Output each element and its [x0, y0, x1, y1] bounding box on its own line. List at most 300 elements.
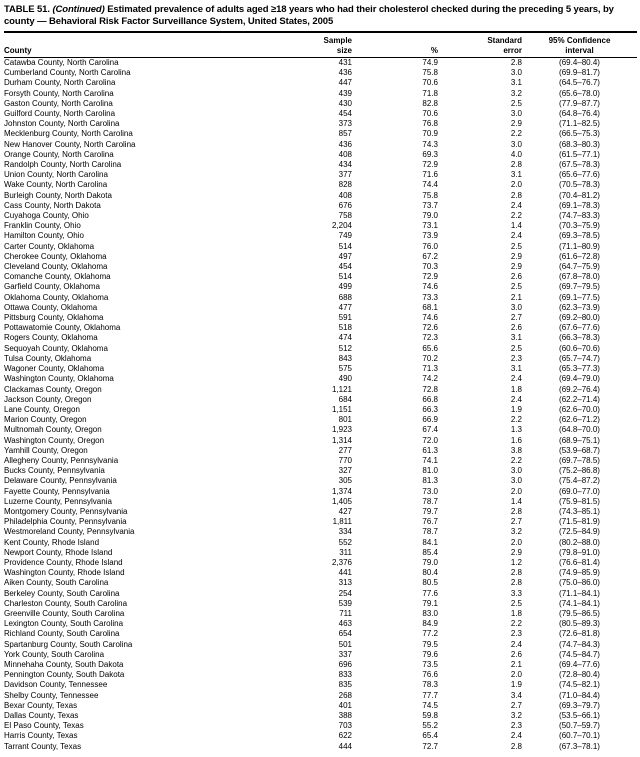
cell-sample: 2,376: [331, 557, 352, 567]
cell-sample: 430: [338, 98, 352, 108]
cell-se: 2.9: [510, 547, 522, 557]
cell-sample: 444: [338, 741, 352, 751]
cell-se: 3.8: [510, 445, 522, 455]
cell-ci: (69.1–78.3): [559, 200, 600, 210]
cell-se: 2.3: [510, 721, 522, 731]
cell-county: Westmoreland County, Pennsylvania: [4, 527, 135, 537]
table-row: [4, 619, 637, 629]
cell-county: Clackamas County, Oregon: [4, 384, 102, 394]
table-row: [4, 578, 637, 588]
cell-ci: (61.5–77.1): [559, 149, 600, 159]
table-row: [4, 160, 637, 170]
cell-county: Cleveland County, Oklahoma: [4, 262, 108, 272]
cell-county: Garfield County, Oklahoma: [4, 282, 100, 292]
cell-pct: 72.7: [422, 741, 438, 751]
cell-county: Providence County, Rhode Island: [4, 557, 123, 567]
cell-ci: (69.7–78.5): [559, 455, 600, 465]
cell-ci: (80.5–89.3): [559, 619, 600, 629]
cell-county: Luzerne County, Pennsylvania: [4, 496, 112, 506]
table-row: [4, 313, 637, 323]
cell-se: 3.4: [510, 690, 522, 700]
cell-sample: 1,374: [331, 486, 352, 496]
cell-county: Tulsa County, Oklahoma: [4, 353, 92, 363]
cell-sample: 591: [338, 313, 352, 323]
table-header: [4, 33, 637, 58]
cell-pct: 79.5: [422, 639, 438, 649]
cell-ci: (77.9–87.7): [559, 98, 600, 108]
cell-se: 3.0: [510, 466, 522, 476]
table-row: [4, 252, 637, 262]
cell-ci: (67.3–78.1): [559, 741, 600, 751]
cell-ci: (80.2–88.0): [559, 537, 600, 547]
cell-sample: 311: [339, 547, 352, 557]
cell-county: Hamilton County, Ohio: [4, 231, 84, 241]
cell-county: Oklahoma County, Oklahoma: [4, 292, 109, 302]
cell-ci: (69.3–78.5): [559, 231, 600, 241]
cell-sample: 427: [338, 506, 352, 516]
cell-se: 2.4: [510, 394, 522, 404]
cell-ci: (69.3–79.7): [559, 700, 600, 710]
cell-ci: (62.3–73.9): [559, 302, 600, 312]
cell-sample: 696: [338, 659, 352, 669]
cell-se: 1.6: [510, 435, 522, 445]
cell-ci: (69.9–81.7): [559, 68, 600, 78]
table-row: [4, 589, 637, 599]
table-row: [4, 303, 637, 313]
cell-pct: 61.3: [422, 445, 438, 455]
cell-se: 2.1: [510, 292, 522, 302]
cell-se: 2.8: [510, 58, 522, 67]
cell-pct: 78.7: [422, 527, 438, 537]
table-row: [4, 711, 637, 721]
table-row: [4, 476, 637, 486]
cell-county: Greenville County, South Carolina: [4, 608, 125, 618]
cell-se: 3.1: [510, 364, 522, 374]
cell-sample: 373: [338, 119, 352, 129]
cell-pct: 83.0: [422, 608, 438, 618]
cell-se: 2.4: [510, 639, 522, 649]
header-sample-size: [302, 33, 352, 58]
cell-se: 3.2: [510, 88, 522, 98]
cell-pct: 73.0: [422, 486, 438, 496]
cell-pct: 76.0: [422, 241, 438, 251]
cell-pct: 84.1: [422, 537, 438, 547]
cell-county: Guilford County, North Carolina: [4, 109, 116, 119]
table-row: [4, 680, 637, 690]
cell-se: 2.1: [510, 659, 522, 669]
table-row: [4, 344, 637, 354]
cell-pct: 74.5: [422, 700, 438, 710]
cell-pct: 72.6: [422, 323, 438, 333]
cell-se: 2.0: [510, 180, 522, 190]
cell-ci: (74.5–82.1): [559, 680, 600, 690]
cell-county: Johnston County, North Carolina: [4, 119, 120, 129]
cell-county: Delaware County, Pennsylvania: [4, 476, 117, 486]
table-row: [4, 242, 637, 252]
cell-county: Washington County, Rhode Island: [4, 568, 125, 578]
cell-ci: (62.6–71.2): [559, 415, 600, 425]
cell-se: 2.2: [510, 455, 522, 465]
cell-pct: 73.1: [422, 221, 438, 231]
cell-pct: 72.8: [422, 384, 438, 394]
cell-ci: (72.6–81.8): [559, 629, 600, 639]
cell-county: Carter County, Oklahoma: [4, 241, 95, 251]
cell-ci: (69.0–77.0): [559, 486, 600, 496]
table-row: [4, 180, 637, 190]
cell-pct: 77.6: [422, 588, 438, 598]
cell-sample: 654: [338, 629, 352, 639]
cell-sample: 833: [338, 670, 352, 680]
cell-pct: 74.6: [422, 313, 438, 323]
cell-ci: (76.6–81.4): [559, 557, 600, 567]
cell-pct: 71.6: [422, 170, 438, 180]
cell-county: Pottawatomie County, Oklahoma: [4, 323, 121, 333]
table-row: [4, 691, 637, 701]
table-row: [4, 721, 637, 731]
header-se-line2: error: [503, 45, 522, 55]
cell-pct: 72.9: [422, 160, 438, 170]
table-body: [4, 58, 637, 752]
cell-pct: 79.6: [422, 649, 438, 659]
cell-pct: 84.9: [422, 619, 438, 629]
cell-ci: (69.4–80.4): [559, 58, 600, 67]
cell-county: El Paso County, Texas: [4, 721, 84, 731]
cell-se: 2.5: [510, 241, 522, 251]
cell-pct: 78.7: [422, 496, 438, 506]
cell-sample: 401: [338, 700, 352, 710]
cell-pct: 72.0: [422, 435, 438, 445]
table-row: [4, 701, 637, 711]
cell-pct: 59.8: [422, 711, 438, 720]
cell-se: 2.9: [510, 262, 522, 272]
cell-ci: (60.6–70.6): [559, 343, 600, 353]
header-ci-line1: 95% Confidence: [548, 36, 611, 45]
cell-pct: 65.4: [422, 731, 438, 741]
cell-se: 3.0: [510, 109, 522, 119]
cell-county: Charleston County, South Carolina: [4, 598, 128, 608]
cell-ci: (65.6–78.0): [559, 88, 600, 98]
cell-ci: (61.6–72.8): [559, 251, 600, 261]
cell-se: 2.5: [510, 98, 522, 108]
cell-county: Allegheny County, Pennsylvania: [4, 455, 119, 465]
cell-se: 2.4: [510, 374, 522, 384]
cell-pct: 79.0: [422, 211, 438, 221]
cell-pct: 70.6: [422, 109, 438, 119]
cell-ci: (79.8–91.0): [559, 547, 600, 557]
cell-ci: (74.5–84.7): [559, 649, 600, 659]
table-row: [4, 527, 637, 537]
cell-county: Randolph County, North Carolina: [4, 160, 122, 170]
prevalence-table: [4, 33, 637, 752]
table-row: [4, 150, 637, 160]
table-row: [4, 201, 637, 211]
table-row: [4, 282, 637, 292]
table-row: [4, 68, 637, 78]
cell-sample: 499: [338, 282, 352, 292]
cell-pct: 82.8: [422, 98, 438, 108]
cell-ci: (64.8–70.0): [559, 425, 600, 435]
table-row: [4, 487, 637, 497]
cell-se: 2.6: [510, 323, 522, 333]
cell-ci: (75.4–87.2): [559, 476, 600, 486]
cell-se: 2.8: [510, 578, 522, 588]
table-row: [4, 231, 637, 241]
cell-ci: (68.3–80.3): [559, 139, 600, 149]
cell-ci: (64.5–76.7): [559, 78, 600, 88]
cell-pct: 69.3: [422, 149, 438, 159]
cell-ci: (50.7–59.7): [559, 721, 600, 731]
cell-ci: (70.5–78.3): [559, 180, 600, 190]
cell-sample: 305: [338, 476, 352, 486]
cell-ci: (65.7–74.7): [559, 353, 600, 363]
cell-sample: 1,151: [331, 404, 352, 414]
cell-sample: 688: [338, 292, 352, 302]
table-row: [4, 109, 637, 119]
cell-sample: 843: [338, 353, 352, 363]
cell-sample: 684: [338, 394, 352, 404]
cell-county: Davidson County, Tennessee: [4, 680, 108, 690]
cell-county: Cherokee County, Oklahoma: [4, 251, 107, 261]
cell-sample: 801: [338, 415, 352, 425]
cell-county: York County, South Carolina: [4, 649, 105, 659]
cell-ci: (71.1–80.9): [559, 241, 600, 251]
cell-county: Gaston County, North Carolina: [4, 98, 113, 108]
cell-pct: 70.2: [422, 353, 438, 363]
cell-pct: 74.4: [422, 180, 438, 190]
cell-ci: (69.4–77.6): [559, 659, 600, 669]
table-row: [4, 405, 637, 415]
cell-sample: 388: [338, 711, 352, 720]
cell-se: 2.9: [510, 119, 522, 129]
table-row: [4, 742, 637, 752]
cell-se: 3.0: [510, 476, 522, 486]
cell-sample: 454: [338, 109, 352, 119]
cell-pct: 80.4: [422, 568, 438, 578]
cell-pct: 74.6: [422, 282, 438, 292]
cell-sample: 2,204: [331, 221, 352, 231]
cell-county: Jackson County, Oregon: [4, 394, 92, 404]
cell-se: 3.2: [510, 527, 522, 537]
cell-ci: (74.9–85.9): [559, 568, 600, 578]
cell-pct: 72.3: [422, 333, 438, 343]
header-county-label: County: [4, 45, 32, 55]
cell-sample: 749: [338, 231, 352, 241]
cell-se: 3.0: [510, 302, 522, 312]
cell-ci: (71.1–84.1): [559, 588, 600, 598]
cell-sample: 703: [338, 721, 352, 731]
cell-county: Harris County, Texas: [4, 731, 78, 741]
cell-ci: (66.3–78.3): [559, 333, 600, 343]
cell-ci: (72.8–80.4): [559, 670, 600, 680]
cell-sample: 1,811: [332, 517, 352, 527]
cell-sample: 477: [338, 302, 352, 312]
table-row: [4, 99, 637, 109]
cell-se: 2.6: [510, 649, 522, 659]
cell-ci: (64.7–75.9): [559, 262, 600, 272]
table-row: [4, 191, 637, 201]
cell-pct: 76.8: [422, 119, 438, 129]
header-confidence-interval: [522, 33, 637, 58]
header-county: [4, 33, 302, 58]
table-row: [4, 660, 637, 670]
cell-sample: 1,405: [331, 496, 352, 506]
table-row: [4, 538, 637, 548]
cell-sample: 434: [338, 160, 352, 170]
cell-sample: 436: [338, 139, 352, 149]
cell-se: 3.1: [510, 333, 522, 343]
cell-sample: 313: [338, 578, 352, 588]
table-row: [4, 517, 637, 527]
cell-ci: (74.1–84.1): [559, 598, 600, 608]
cell-county: Cuyahoga County, Ohio: [4, 211, 89, 221]
cell-ci: (67.5–78.3): [559, 160, 600, 170]
cell-county: Bucks County, Pennsylvania: [4, 466, 105, 476]
cell-county: Newport County, Rhode Island: [4, 547, 113, 557]
cell-se: 2.2: [510, 211, 522, 221]
cell-se: 4.0: [510, 149, 522, 159]
cell-ci: (69.7–79.5): [559, 282, 600, 292]
cell-ci: (60.7–70.1): [559, 731, 600, 741]
table-title: [4, 4, 637, 33]
cell-sample: 454: [338, 262, 352, 272]
cell-ci: (65.6–77.6): [559, 170, 600, 180]
cell-county: Shelby County, Tennessee: [4, 690, 99, 700]
cell-county: Spartanburg County, South Carolina: [4, 639, 133, 649]
cell-county: Fayette County, Pennsylvania: [4, 486, 110, 496]
cell-county: Catawba County, North Carolina: [4, 58, 119, 67]
cell-pct: 66.9: [422, 415, 438, 425]
cell-ci: (75.2–86.8): [559, 466, 600, 476]
cell-pct: 75.8: [422, 68, 438, 78]
cell-county: New Hanover County, North Carolina: [4, 139, 136, 149]
cell-sample: 377: [338, 170, 352, 180]
cell-sample: 501: [338, 639, 352, 649]
cell-county: Marion County, Oregon: [4, 415, 87, 425]
cell-county: Wake County, North Carolina: [4, 180, 108, 190]
cell-se: 3.0: [510, 68, 522, 78]
cell-sample: 1,314: [331, 435, 352, 445]
cell-se: 2.3: [510, 353, 522, 363]
table-row: [4, 272, 637, 282]
cell-se: 2.2: [510, 619, 522, 629]
cell-ci: (75.0–86.0): [559, 578, 600, 588]
cell-se: 3.1: [510, 170, 522, 180]
table-row: [4, 374, 637, 384]
cell-ci: (70.3–75.9): [559, 221, 600, 231]
cell-county: Bexar County, Texas: [4, 700, 78, 710]
table-row: [4, 354, 637, 364]
cell-pct: 68.1: [422, 302, 438, 312]
table-row: [4, 670, 637, 680]
cell-pct: 75.8: [422, 190, 438, 200]
cell-se: 2.8: [510, 160, 522, 170]
table-row: [4, 221, 637, 231]
cell-ci: (69.4–79.0): [559, 374, 600, 384]
table-row: [4, 456, 637, 466]
table-row: [4, 640, 637, 650]
cell-ci: (66.5–75.3): [559, 129, 600, 139]
cell-se: 2.4: [510, 731, 522, 741]
cell-sample: 711: [339, 608, 352, 618]
cell-se: 3.3: [510, 588, 522, 598]
cell-sample: 337: [338, 649, 352, 659]
cell-county: Aiken County, South Carolina: [4, 578, 109, 588]
cell-ci: (69.1–77.5): [559, 292, 600, 302]
table-row: [4, 89, 637, 99]
cell-pct: 81.3: [422, 476, 438, 486]
cell-se: 2.7: [510, 313, 522, 323]
cell-ci: (53.9–68.7): [559, 445, 600, 455]
cell-county: Rogers County, Oklahoma: [4, 333, 98, 343]
cell-pct: 74.2: [422, 374, 438, 384]
cell-se: 2.7: [510, 700, 522, 710]
table-row: [4, 211, 637, 221]
cell-county: Ottawa County, Oklahoma: [4, 302, 98, 312]
cell-pct: 79.1: [422, 598, 438, 608]
cell-sample: 512: [338, 343, 352, 353]
cell-county: Yamhill County, Oregon: [4, 445, 88, 455]
table-title-continued: (Continued): [52, 4, 105, 15]
cell-ci: (79.5–86.5): [559, 608, 600, 618]
table-row: [4, 395, 637, 405]
cell-se: 1.9: [510, 404, 522, 414]
cell-se: 1.4: [510, 221, 522, 231]
cell-pct: 67.2: [422, 251, 438, 261]
cell-county: Wagoner County, Oklahoma: [4, 364, 105, 374]
cell-sample: 436: [338, 68, 352, 78]
cell-sample: 552: [338, 537, 352, 547]
cell-county: Durham County, North Carolina: [4, 78, 116, 88]
cell-se: 3.1: [510, 78, 522, 88]
header-ci-line2: interval: [565, 45, 594, 55]
cell-ci: (74.3–85.1): [559, 506, 600, 516]
cell-pct: 71.8: [422, 88, 438, 98]
cell-se: 2.8: [510, 506, 522, 516]
cell-county: Tarrant County, Texas: [4, 741, 82, 751]
cell-county: Pennington County, South Dakota: [4, 670, 125, 680]
cell-ci: (69.2–76.4): [559, 384, 600, 394]
header-sample-line1: Sample: [323, 36, 352, 45]
cell-sample: 758: [338, 211, 352, 221]
cell-se: 2.2: [510, 129, 522, 139]
cell-ci: (53.5–66.1): [559, 711, 600, 720]
cell-ci: (67.6–77.6): [559, 323, 600, 333]
table-row: [4, 58, 637, 69]
header-row: [4, 33, 637, 58]
cell-se: 2.2: [510, 415, 522, 425]
cell-ci: (68.9–75.1): [559, 435, 600, 445]
cell-sample: 514: [338, 272, 352, 282]
cell-county: Lexington County, South Carolina: [4, 619, 124, 629]
cell-sample: 327: [338, 466, 352, 476]
table-row: [4, 385, 637, 395]
cell-sample: 828: [338, 180, 352, 190]
cell-pct: 76.6: [422, 670, 438, 680]
cell-sample: 1,923: [331, 425, 352, 435]
cell-se: 1.9: [510, 680, 522, 690]
cell-pct: 79.7: [422, 506, 438, 516]
cell-ci: (69.2–80.0): [559, 313, 600, 323]
table-row: [4, 415, 637, 425]
table-row: [4, 650, 637, 660]
cell-pct: 77.2: [422, 629, 438, 639]
cell-sample: 539: [338, 598, 352, 608]
cell-ci: (71.1–82.5): [559, 119, 600, 129]
cell-sample: 431: [338, 58, 352, 67]
cell-ci: (70.4–81.2): [559, 190, 600, 200]
cell-se: 2.0: [510, 486, 522, 496]
cell-se: 2.8: [510, 190, 522, 200]
